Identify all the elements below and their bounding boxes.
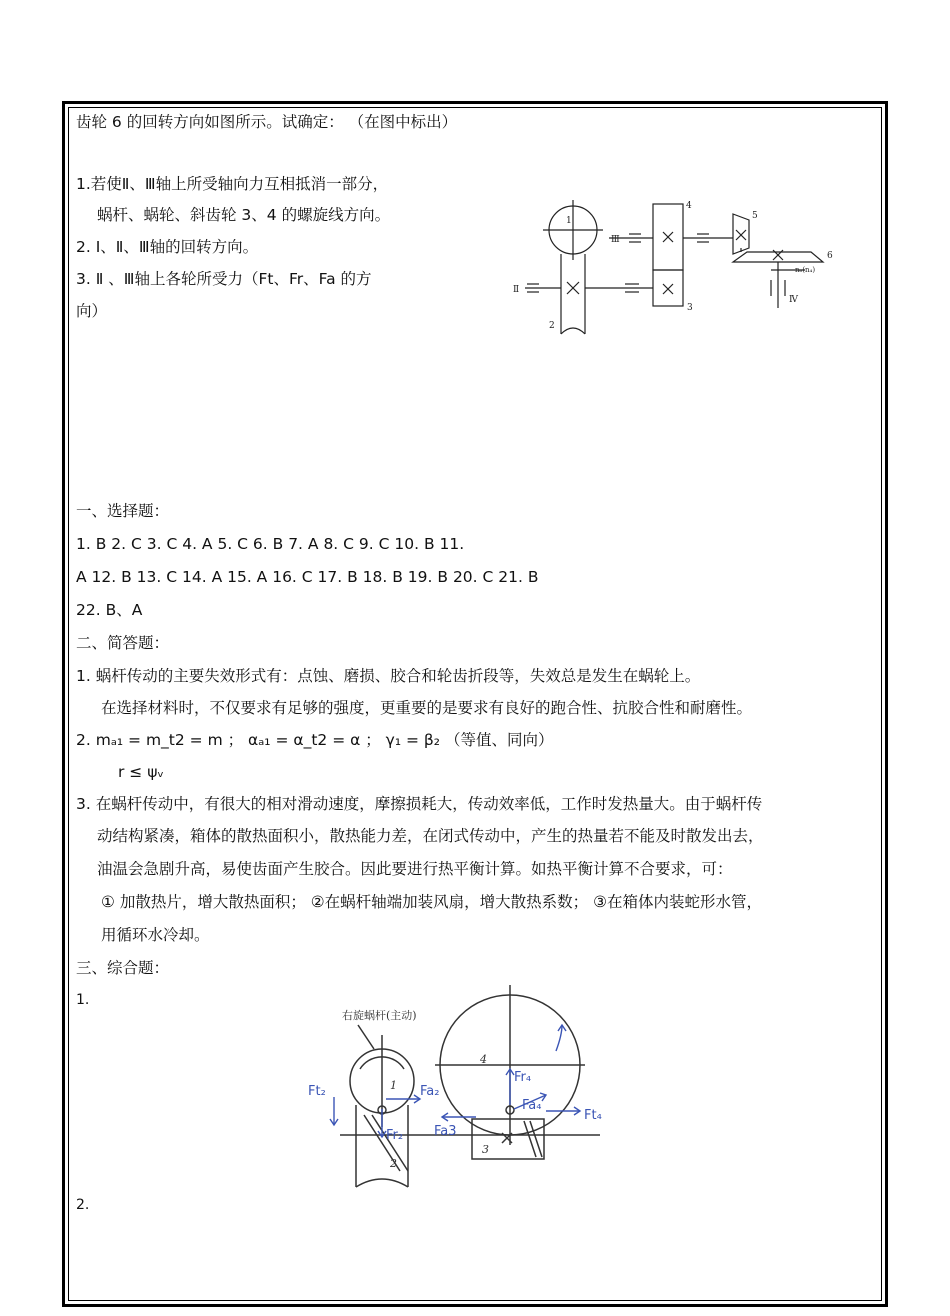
problem-item-2: 2. Ⅰ、Ⅱ、Ⅲ轴的回转方向。	[76, 238, 259, 256]
label-g1: 1	[390, 1079, 397, 1092]
short-answer-1b: 在选择材料时，不仅要求有足够的强度，更重要的是要求有良好的跑合性、抗胶合性和耐磨性。	[101, 699, 753, 717]
problem-intro: 齿轮 6 的回转方向如图所示。试确定： （在图中标出）	[76, 113, 458, 131]
short-answer-3c: 油温会急剧升高，易使齿面产生胶合。因此要进行热平衡计算。如热平衡计算不合要求，可：	[97, 860, 733, 878]
label-gear4: 4	[686, 201, 692, 211]
short-answer-3e: 用循环水冷却。	[101, 926, 210, 944]
label-fa2: Fa₂	[420, 1084, 440, 1099]
short-answer-1a: 1. 蜗杆传动的主要失效形式有：点蚀、磨损、胶合和轮齿折段等，失效总是发生在蜗轮上。	[76, 667, 701, 685]
label-speed: n₆(n₄)	[795, 266, 816, 274]
choices-line-1: 1. B 2. C 3. C 4. A 5. C 6. B 7. A 8. C 9. C 10. B 11.	[76, 535, 465, 553]
comprehensive-2-number: 2.	[76, 1197, 90, 1213]
label-gear5: 5	[752, 211, 758, 221]
short-answer-2b: r ≤ ψᵥ	[118, 763, 164, 781]
comprehensive-1-number: 1.	[76, 992, 90, 1008]
label-ft2: Ft₂	[308, 1084, 326, 1099]
label-fr4: Fr₄	[514, 1070, 532, 1085]
choices-line-2: A 12. B 13. C 14. A 15. A 16. C 17. B 18. B 19. B 20. C 21. B	[76, 568, 539, 586]
label-gear3: 3	[687, 303, 693, 313]
label-ft4: Ft₄	[584, 1108, 602, 1123]
short-answer-3a: 3. 在蜗杆传动中，有很大的相对滑动速度，摩擦损耗大，传动效率低，工作时发热量大。由于蜗杆传	[76, 795, 763, 813]
label-g3: 3	[482, 1143, 489, 1156]
problem-item-1b: 蜗杆、蜗轮、斜齿轮 3、4 的螺旋线方向。	[97, 206, 391, 224]
short-answer-2a: 2. mₐ₁ = m_t2 = m ； αₐ₁ = α_t2 = α ； γ₁ = β₂ （等值、同向）	[76, 731, 554, 749]
problem-item-1a: 1.若使Ⅱ、Ⅲ轴上所受轴向力互相抵消一部分，	[76, 175, 389, 193]
label-shaft2: Ⅱ	[513, 285, 520, 295]
section3-title: 三、综合题：	[76, 959, 170, 977]
problem-item-3a: 3. Ⅱ 、Ⅲ轴上各轮所受力（Ft、Fr、Fa 的方	[76, 270, 372, 288]
label-fa4: Fa₄	[522, 1098, 542, 1113]
problem-item-3b: 向）	[76, 302, 108, 320]
section2-title: 二、简答题：	[76, 634, 170, 652]
short-answer-3d: ① 加散热片，增大散热面积； ②在蜗杆轴端加装风扇，增大散热系数； ③在箱体内装蛇形水管，	[101, 893, 762, 911]
label-gear2: 2	[549, 321, 555, 331]
label-gear1: 1	[566, 216, 572, 226]
section1-title: 一、选择题：	[76, 502, 170, 520]
label-fa3: Fa3	[434, 1124, 457, 1139]
label-fr2: Fr₂	[386, 1128, 404, 1143]
label-shaft3: Ⅲ	[611, 235, 620, 245]
caption-right-hand-worm: 右旋蜗杆(主动)	[342, 1009, 417, 1022]
label-g4: 4	[480, 1053, 487, 1066]
worm-drive-force-diagram	[300, 985, 630, 1200]
short-answer-3b: 动结构紧凑，箱体的散热面积小，散热能力差，在闭式传动中，产生的热量若不能及时散发出去，	[97, 827, 764, 845]
choices-line-3: 22. B、A	[76, 601, 143, 619]
gear-train-diagram	[505, 196, 850, 346]
label-shaft4: Ⅳ	[789, 295, 798, 305]
label-gear6: 6	[827, 251, 833, 261]
label-g2: 2	[390, 1157, 397, 1170]
